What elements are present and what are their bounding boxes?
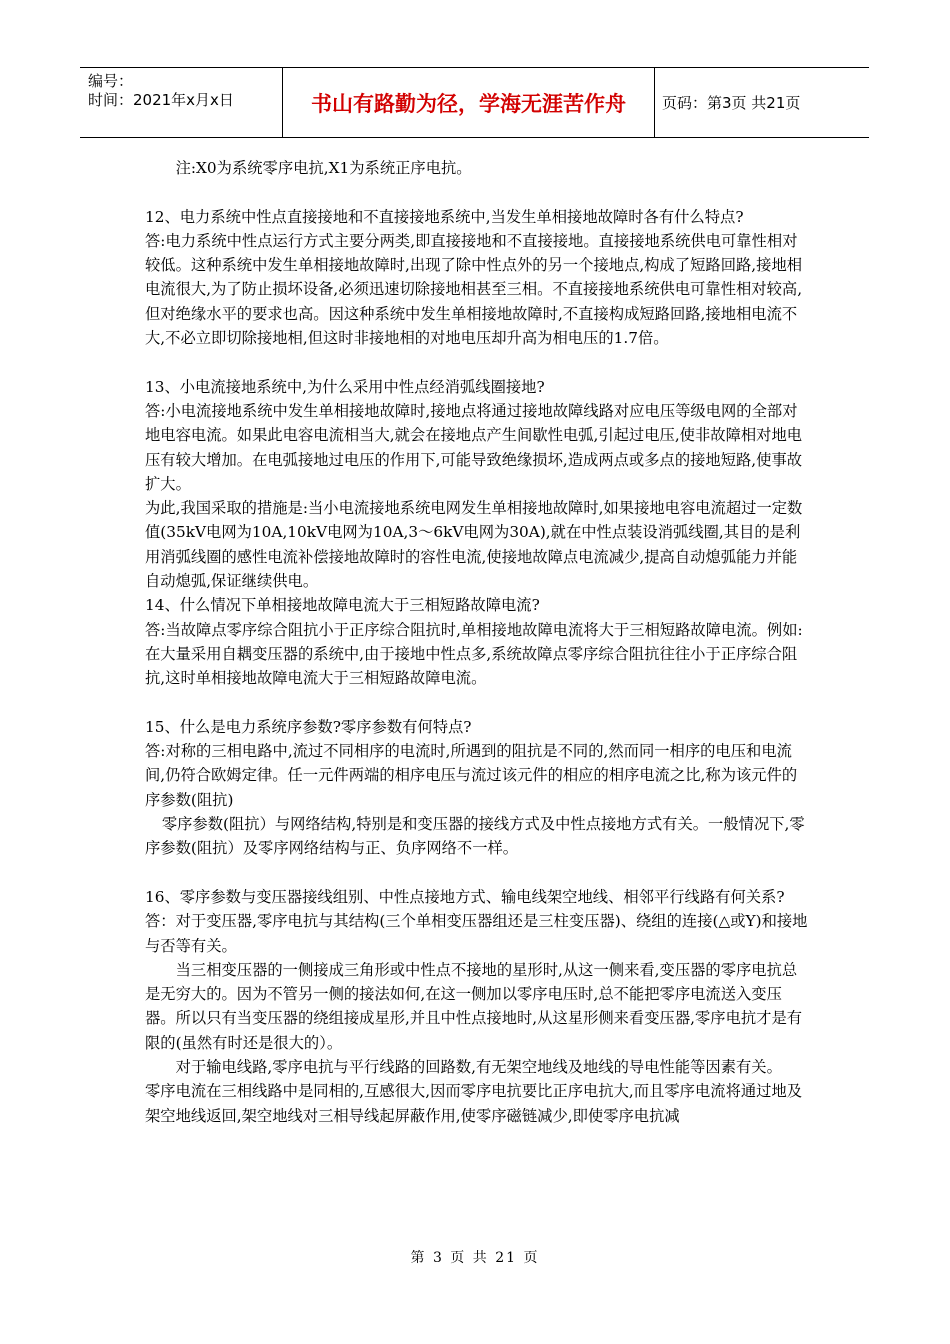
paragraph: 12、电力系统中性点直接接地和不直接接地系统中,当发生单相接地故障时各有什么特点? bbox=[145, 207, 744, 226]
header-page-info: 页码：第3页 共21页 bbox=[662, 94, 801, 112]
paragraph: 注:X0为系统零序电抗,X1为系统正序电抗。 bbox=[175, 159, 472, 177]
paragraph: 当三相变压器的一侧接成三角形或中性点不接地的星形时,从这一侧来看,变压器的零序电抗总是无穷大的。因为不管另一侧的接法如何,在这一侧加以零序电压时,总不能把零序电流送入变压器。所以只有当变压器的绕组接成星形,并且中性点接地时,从这星形侧来看变压器,零序电抗才是有限的(虽然有时还是很大的）。 bbox=[145, 960, 803, 1052]
paragraph-spacer bbox=[145, 691, 810, 715]
paragraph: 为此,我国采取的措施是:当小电流接地系统电网发生单相接地故障时,如果接地电容电流超过一定数值(35kV电网为10A,10kV电网为10A,3～6kV电网为30A),就在中性点装设消弧线圈,其目的是利用消弧线圈的感性电流补偿接地故障时的容性电流,使接地故障点电流减少,提高自动熄弧能力并能自动熄弧,保证继续供电。 bbox=[145, 499, 803, 591]
document-header bbox=[80, 67, 869, 138]
paragraph: 15、什么是电力系统序参数?零序参数有何特点? bbox=[145, 717, 472, 736]
paragraph: 对于输电线路,零序电抗与平行线路的回路数,有无架空地线及地线的导电性能等因素有关。 bbox=[175, 1057, 782, 1076]
document-body bbox=[145, 156, 810, 1128]
paragraph-spacer bbox=[145, 861, 810, 885]
number-label: 编号： bbox=[88, 72, 134, 90]
paragraph: 零序电流在三相线路中是同相的,互感很大,因而零序电抗要比正序电抗大,而且零序电流将通过地及架空地线返回,架空地线对三相导线起屏蔽作用,使零序磁链减少,即使零序电抗减 bbox=[145, 1082, 803, 1125]
paragraph: 16、零序参数与变压器接线组别、中性点接地方式、输电线架空地线、相邻平行线路有何关系? bbox=[145, 887, 785, 906]
paragraph: 答：对于变压器,零序电抗与其结构(三个单相变压器组还是三柱变压器)、绕组的连接(△或Y)和接地与否等有关。 bbox=[145, 912, 808, 955]
page-footer: 第 3 页 共 21 页 bbox=[410, 1250, 540, 1266]
paragraph: 答:当故障点零序综合阻抗小于正序综合阻抗时,单相接地故障电流将大于三相短路故障电流。例如:在大量采用自耦变压器的系统中,由于接地中性点多,系统故障点零序综合阻抗往往小于正序综合阻抗,这时单相接地故障电流大于三相短路故障电流。 bbox=[145, 620, 803, 688]
header-meta bbox=[80, 68, 283, 137]
paragraph: 答:对称的三相电路中,流过不同相序的电流时,所遇到的阻抗是不同的,然而同一相序的电压和电流间,仍符合欧姆定律。任一元件两端的相序电压与流过该元件的相应的相序电流之比,称为该元件的序参数(阻抗) bbox=[145, 742, 798, 809]
paragraph-spacer bbox=[145, 350, 810, 374]
paragraph: 13、小电流接地系统中,为什么采用中性点经消弧线圈接地? bbox=[145, 377, 545, 396]
paragraph: 14、什么情况下单相接地故障电流大于三相短路故障电流? bbox=[145, 596, 540, 615]
paragraph: 答:小电流接地系统中发生单相接地故障时,接地点将通过接地故障线路对应电压等级电网的全部对地电容电流。如果此电容电流相当大,就会在接地点产生间歇性电弧,引起过电压,使非故障相对地电压有较大增加。在电弧接地过电压的作用下,可能导致绝缘损坏,造成两点或多点的接地短路,使事故扩大。 bbox=[145, 401, 803, 493]
date-label: 时间：2021年x月x日 bbox=[88, 91, 234, 109]
paragraph: 答:电力系统中性点运行方式主要分两类,即直接接地和不直接接地。直接接地系统供电可靠性相对较低。这种系统中发生单相接地故障时,出现了除中性点外的另一个接地点,构成了短路回路,接地相电流很大,为了防止损坏设备,必须迅速切除接地相甚至三相。不直接接地系统供电可靠性相对较高,但对绝缘水平的要求也高。因这种系统中发生单相接地故障时,不直接构成短路回路,接地相电流不大,不必立即切除接地相,但这时非接地相的对地电压却升高为相电压的1.7倍。 bbox=[145, 231, 803, 348]
paragraph-spacer bbox=[145, 180, 810, 204]
paragraph: 零序参数(阻抗）与网络结构,特别是和变压器的接线方式及中性点接地方式有关。一般情况下,零序参数(阻抗）及零序网络结构与正、负序网络不一样。 bbox=[145, 815, 805, 858]
header-motto: 书山有路勤为径，学海无涯苦作舟 bbox=[283, 68, 655, 137]
